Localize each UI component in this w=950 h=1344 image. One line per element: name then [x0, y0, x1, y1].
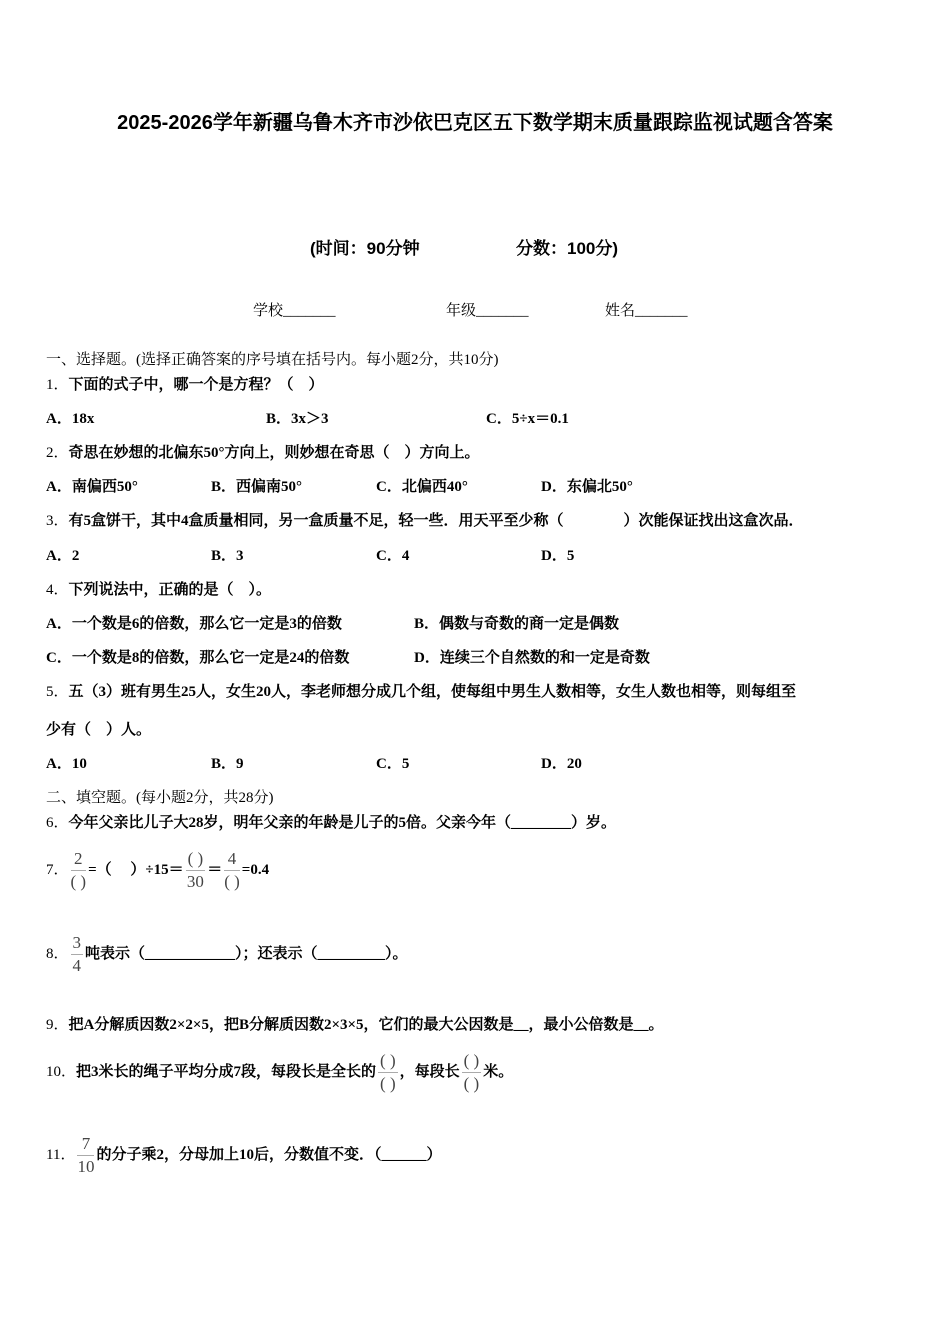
q-text: =0.4 [241, 861, 270, 878]
option-a: A．一个数是6的倍数，那么它一定是3的倍数 [46, 616, 342, 632]
question-5-cont: 少有（ ）人。 [46, 722, 152, 738]
q-text: =（ ）÷15＝ [88, 861, 184, 878]
q-num: 9． [46, 1017, 69, 1033]
option-d: D．20 [541, 756, 582, 772]
fraction [71, 848, 87, 893]
q-text: 奇思在妙想的北偏东50°方向上，则妙想在奇思（ ）方向上。 [68, 445, 480, 461]
exam-score: 分数：100分) [516, 239, 619, 258]
q-num: 7． [46, 861, 69, 878]
q-text: ＝ [207, 861, 223, 878]
question-11 [46, 1133, 441, 1178]
q-text: ，每段长 [399, 1063, 460, 1080]
numerator: 2 [71, 848, 87, 871]
q-text: 有5盒饼干，其中4盒质量相同，另一盒质量不足，轻一些．用天平至少称（ ）次能保证找出这盒次品． [68, 513, 804, 529]
option-b: B．9 [211, 756, 244, 772]
denominator: ( ) [70, 872, 87, 891]
name-field: 姓名_______ [605, 303, 688, 319]
option-d: D．东偏北50° [541, 479, 633, 495]
q-num: 3． [46, 513, 69, 529]
q-num: 2． [46, 445, 69, 461]
question-4 [46, 581, 271, 599]
option-a: A．18x [46, 411, 95, 427]
numerator: ( ) [378, 1050, 398, 1073]
q-text: 下面的式子中，哪一个是方程？（ ） [68, 377, 324, 393]
numerator: ( ) [462, 1050, 482, 1073]
q-text: 今年父亲比儿子大28岁，明年父亲的年龄是儿子的5倍。父亲今年（________）岁。 [68, 815, 617, 831]
numerator: 4 [224, 848, 240, 871]
numerator: 3 [71, 932, 84, 955]
q-text: 吨表示（____________）；还表示（_________）。 [85, 945, 408, 962]
q-text: 米。 [483, 1063, 514, 1080]
q-num: 6． [46, 815, 69, 831]
q-num: 4． [46, 582, 69, 598]
option-c: C．一个数是8的倍数，那么它一定是24的倍数 [46, 650, 350, 666]
option-b: B．3x＞3 [266, 411, 329, 427]
option-b: B．3 [211, 548, 244, 564]
option-a: A．南偏西50° [46, 479, 138, 495]
option-c: C．5÷x＝0.1 [486, 411, 569, 427]
exam-time: (时间：90分钟 [310, 239, 420, 258]
q-num: 5． [46, 684, 69, 700]
denominator: 10 [77, 1157, 95, 1176]
question-3 [46, 512, 804, 530]
school-field: 学校_______ [253, 303, 336, 319]
fraction [378, 1050, 398, 1095]
numerator: 7 [77, 1133, 94, 1156]
q-text: 的分子乘2，分母加上10后，分数值不变．（______） [96, 1146, 442, 1163]
question-2 [46, 444, 480, 462]
option-d: D．5 [541, 548, 575, 564]
fraction [462, 1050, 482, 1095]
q-text: 五（3）班有男生25人，女生20人，李老师想分成几个组，使每组中男生人数相等，女生人数也相等，则每组至 [68, 684, 797, 700]
question-9 [46, 1016, 664, 1034]
question-10 [46, 1050, 513, 1095]
question-7 [46, 848, 269, 893]
grade-field: 年级_______ [446, 303, 529, 319]
q-num: 10． [46, 1063, 77, 1080]
question-5 [46, 683, 796, 701]
numerator: ( ) [186, 848, 206, 871]
denominator: ( ) [380, 1074, 396, 1093]
section-2-heading: 二、填空题。(每小题2分，共28分) [46, 790, 274, 806]
fraction [186, 848, 206, 893]
q-num: 8． [46, 945, 69, 962]
option-a: A．2 [46, 548, 80, 564]
q-text: 把A分解质因数2×2×5，把B分解质因数2×3×5，它们的最大公因数是__，最小公倍数是__。 [68, 1017, 664, 1033]
denominator: 4 [72, 956, 82, 975]
option-b: B．西偏南50° [211, 479, 303, 495]
option-a: A．10 [46, 756, 87, 772]
question-8 [46, 932, 408, 977]
denominator: ( ) [224, 872, 240, 891]
fraction [77, 1133, 94, 1178]
option-b: B．偶数与奇数的商一定是偶数 [414, 616, 620, 632]
fraction [71, 932, 84, 977]
option-c: C．北偏西40° [376, 479, 468, 495]
q-num: 11． [46, 1146, 76, 1163]
denominator: ( ) [463, 1074, 480, 1093]
q-text: 下列说法中，正确的是（ ）。 [68, 582, 272, 598]
question-6 [46, 814, 616, 832]
denominator: 30 [186, 872, 204, 891]
fraction [224, 848, 240, 893]
q-num: 1． [46, 377, 69, 393]
question-1 [46, 376, 324, 394]
option-c: C．4 [376, 548, 410, 564]
doc-title: 2025-2026学年新疆乌鲁木齐市沙依巴克区五下数学期末质量跟踪监视试题含答案 [117, 112, 833, 134]
option-d: D．连续三个自然数的和一定是奇数 [414, 650, 650, 666]
section-1-heading: 一、选择题。(选择正确答案的序号填在括号内。每小题2分，共10分) [46, 352, 499, 368]
option-c: C．5 [376, 756, 410, 772]
q-text: 把3米长的绳子平均分成7段，每段长是全长的 [76, 1063, 377, 1080]
